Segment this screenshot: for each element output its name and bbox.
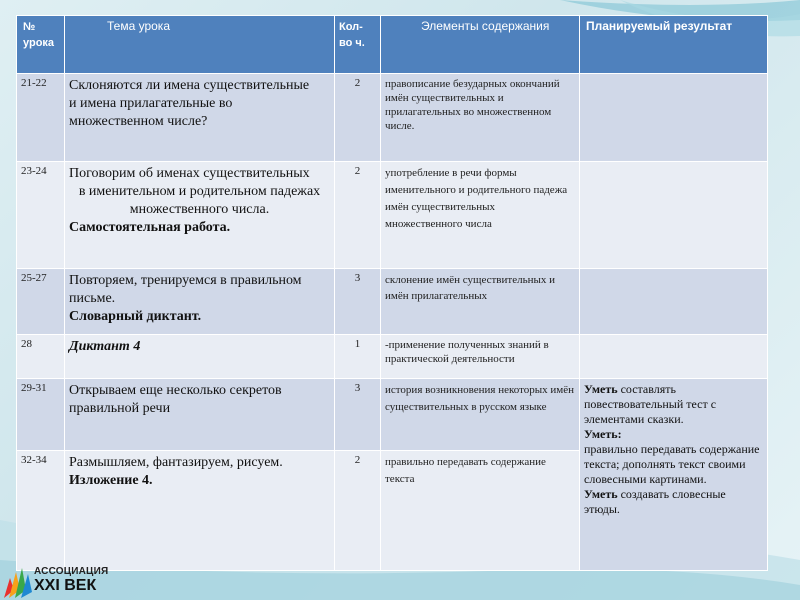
- lesson-hours: 1: [335, 335, 381, 379]
- topic-line: и имена прилагательные во множественном числе?: [69, 96, 233, 129]
- header-lesson-number: № урока: [17, 16, 65, 74]
- planned-result: [580, 379, 768, 571]
- content-elements: правильно передавать содержание текста: [381, 451, 580, 571]
- table-row: [17, 162, 768, 269]
- topic-line: Размышляем, фантазируем, рисуем.: [69, 455, 283, 470]
- lesson-topic: [65, 451, 335, 571]
- content-elements: -применение полученных знаний в практической деятельности: [381, 335, 580, 379]
- content-elements: склонение имён существительных и имён прилагательных: [381, 269, 580, 335]
- lesson-topic: [65, 269, 335, 335]
- table-header-row: [17, 16, 768, 74]
- lesson-topic: [65, 335, 335, 379]
- result-skill-1: Уметь составлять повествовательный тест с элементами сказки.: [584, 382, 717, 426]
- lesson-topic: Открываем еще несколько секретов правильной речи: [65, 379, 335, 451]
- header-hours: Кол-во ч.: [335, 16, 381, 74]
- topic-line: Склоняются ли имена существительные: [69, 78, 310, 93]
- lesson-hours: 3: [335, 269, 381, 335]
- lesson-number: 29-31: [17, 379, 65, 451]
- header-planned-result: Планируемый результат: [580, 16, 768, 74]
- result-skill-3: Уметь создавать словесные этюды.: [584, 487, 726, 516]
- lesson-topic: [65, 162, 335, 269]
- planned-result-empty: [580, 74, 768, 162]
- lesson-number: 25-27: [17, 269, 65, 335]
- result-skill-2: Уметь:: [584, 427, 622, 441]
- planned-result-empty: [580, 335, 768, 379]
- result-skill-2-text: правильно передавать содержание текста; дополнять текст своими словесными картинами.: [584, 442, 760, 486]
- topic-line: в именительном и родительном падежах множественного числа.: [78, 184, 321, 217]
- topic-line: Повторяем, тренируемся в правильном письме.: [69, 273, 302, 306]
- topic-bold-italic: Диктант 4: [69, 339, 141, 354]
- logo-text-line1: АССОЦИАЦИЯ: [34, 566, 109, 577]
- table-row: [17, 379, 768, 451]
- lesson-hours: 3: [335, 379, 381, 451]
- topic-bold: Самостоятельная работа.: [69, 220, 231, 235]
- lesson-topic: [65, 74, 335, 162]
- header-topic: Тема урока: [65, 16, 335, 74]
- lesson-number: 32-34: [17, 451, 65, 571]
- table-row: [17, 269, 768, 335]
- lesson-plan-table: [16, 15, 768, 571]
- lesson-number: 28: [17, 335, 65, 379]
- topic-line: Поговорим об именах существительных: [69, 166, 310, 181]
- lesson-number: 23-24: [17, 162, 65, 269]
- content-elements: история возникновения некоторых имён существительных в русском языке: [381, 379, 580, 451]
- topic-bold: Изложение 4.: [69, 473, 153, 488]
- logo-text-line2: XXI ВЕК: [34, 577, 97, 594]
- table-row: [17, 74, 768, 162]
- topic-bold: Словарный диктант.: [69, 309, 202, 324]
- lesson-number: 21-22: [17, 74, 65, 162]
- planned-result-empty: [580, 269, 768, 335]
- content-elements: употребление в речи формы именительного и родительного падежа имён существительных множественного числа: [381, 162, 580, 269]
- content-elements: правописание безударных окончаний имён существительных и прилагательных во множественном числе.: [381, 74, 580, 162]
- lesson-hours: 2: [335, 74, 381, 162]
- lesson-hours: 2: [335, 451, 381, 571]
- table-row: [17, 335, 768, 379]
- planned-result-empty: [580, 162, 768, 269]
- header-content-elements: Элементы содержания: [381, 16, 580, 74]
- lesson-hours: 2: [335, 162, 381, 269]
